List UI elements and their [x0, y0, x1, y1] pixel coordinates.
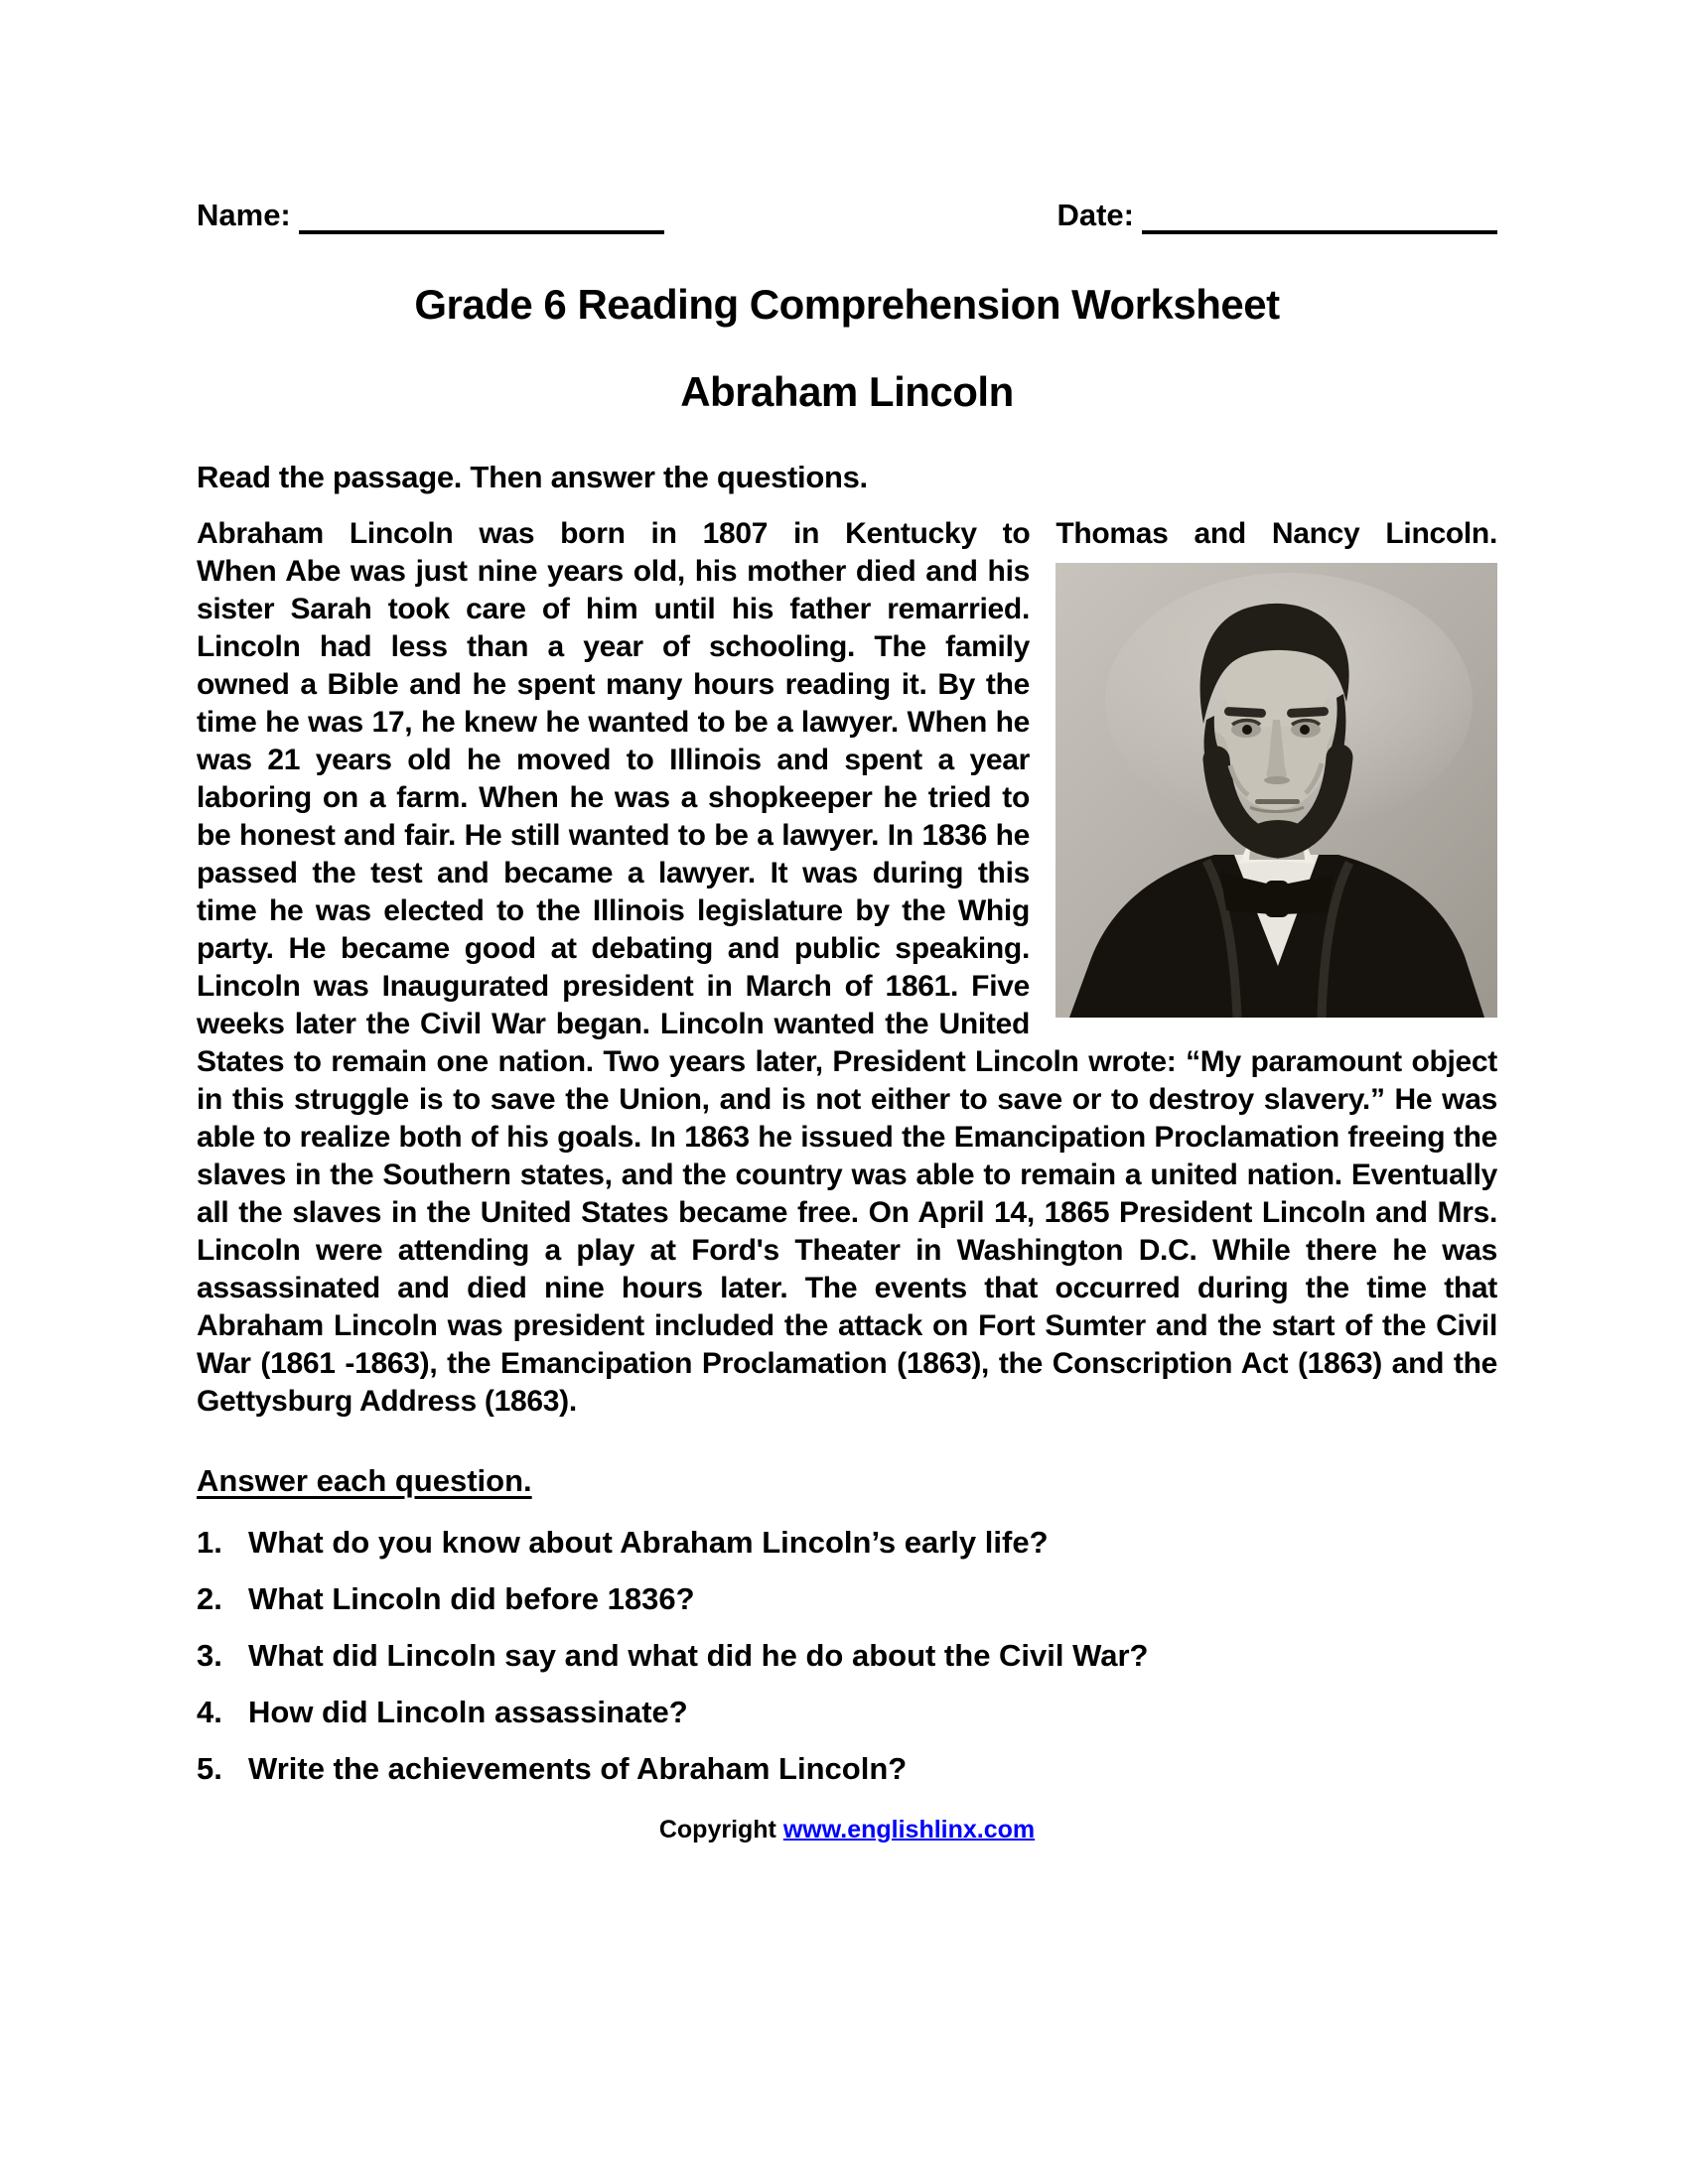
question-text: What Lincoln did before 1836?	[248, 1581, 695, 1616]
passage-body	[197, 553, 1497, 1421]
page-title: Grade 6 Reading Comprehension Worksheet	[414, 281, 1280, 328]
question-number: 4.	[197, 1695, 222, 1729]
name-field-group	[197, 197, 664, 234]
question-item	[197, 1750, 1497, 1788]
date-blank-line	[1142, 197, 1497, 234]
passage	[197, 515, 1497, 1421]
date-field-group	[1056, 197, 1497, 234]
copyright-link[interactable]: www.englishlinx.com	[782, 1816, 1036, 1843]
page-subtitle: Abraham Lincoln	[680, 368, 1014, 415]
question-number: 1.	[197, 1525, 222, 1560]
question-number: 5.	[197, 1751, 222, 1786]
question-item	[197, 1580, 1497, 1618]
question-text: What do you know about Abraham Lincoln’s early life?	[248, 1525, 1049, 1560]
header-row	[197, 197, 1497, 234]
lincoln-portrait-image	[1055, 563, 1497, 1018]
copyright-label: Copyright	[658, 1816, 776, 1843]
passage-first-line: Abraham Lincoln was born in 1807 in Kentucky to Thomas and Nancy Lincoln.	[197, 517, 1497, 550]
question-item	[197, 1694, 1497, 1731]
questions-heading: Answer each question.	[197, 1463, 532, 1498]
passage-body-text: When Abe was just nine years old, his mother died and his sister Sarah took care of him until his father remarried. Lincoln had less than a year of schooling. The family owned a Bible and he spent many hours reading it. By the time he was 17, he knew he wanted to be a lawyer. When he was 21 years old he moved to Illinois and spent a year laboring on a farm. When he was a shopkeeper he tried to be honest and fair. He still wanted to be a lawyer. In 1836 he passed the test and became a lawyer. It was during this time he was elected to the Illinois legislature by the Whig party. He became good at debating and public speaking. Lincoln was Inaugurated president in March of 1861. Five weeks later the Civil War began. Lincoln wanted the United States to remain one nation. Two years later, President Lincoln wrote: “My paramount object in this struggle is to save the Union, and is not either to save or to destroy slavery.” He was able to realize both of his goals. In 1863 he issued the Emancipation Proclamation freeing the slaves in the Southern states, and the country was able to remain a united nation. Eventually all the slaves in the United States became free. On April 14, 1865 President Lincoln and Mrs. Lincoln were attending a play at Ford's Theater in Washington D.C. While there he was assassinated and died nine hours later. The events that occurred during the time that Abraham Lincoln was president included the attack on Fort Sumter and the start of the Civil War (1861 -1863), the Emancipation Proclamation (1863), the Conscription Act (1863) and the Gettysburg Address (1863).	[197, 555, 1497, 1418]
instruction-text: Read the passage. Then answer the questions.	[197, 460, 868, 494]
question-item	[197, 1524, 1497, 1562]
lincoln-photo	[1055, 563, 1497, 1018]
date-label: Date:	[1056, 198, 1134, 232]
questions-list	[197, 1524, 1497, 1788]
question-text: Write the achievements of Abraham Lincoln?	[248, 1751, 908, 1786]
question-item	[197, 1637, 1497, 1675]
question-number: 3.	[197, 1638, 222, 1673]
question-number: 2.	[197, 1581, 222, 1616]
question-text: How did Lincoln assassinate?	[248, 1695, 688, 1729]
question-text: What did Lincoln say and what did he do about the Civil War?	[248, 1638, 1149, 1673]
name-blank-line	[299, 197, 664, 234]
worksheet-content	[197, 0, 1497, 1845]
footer	[197, 1814, 1497, 1845]
name-label: Name:	[197, 198, 291, 232]
